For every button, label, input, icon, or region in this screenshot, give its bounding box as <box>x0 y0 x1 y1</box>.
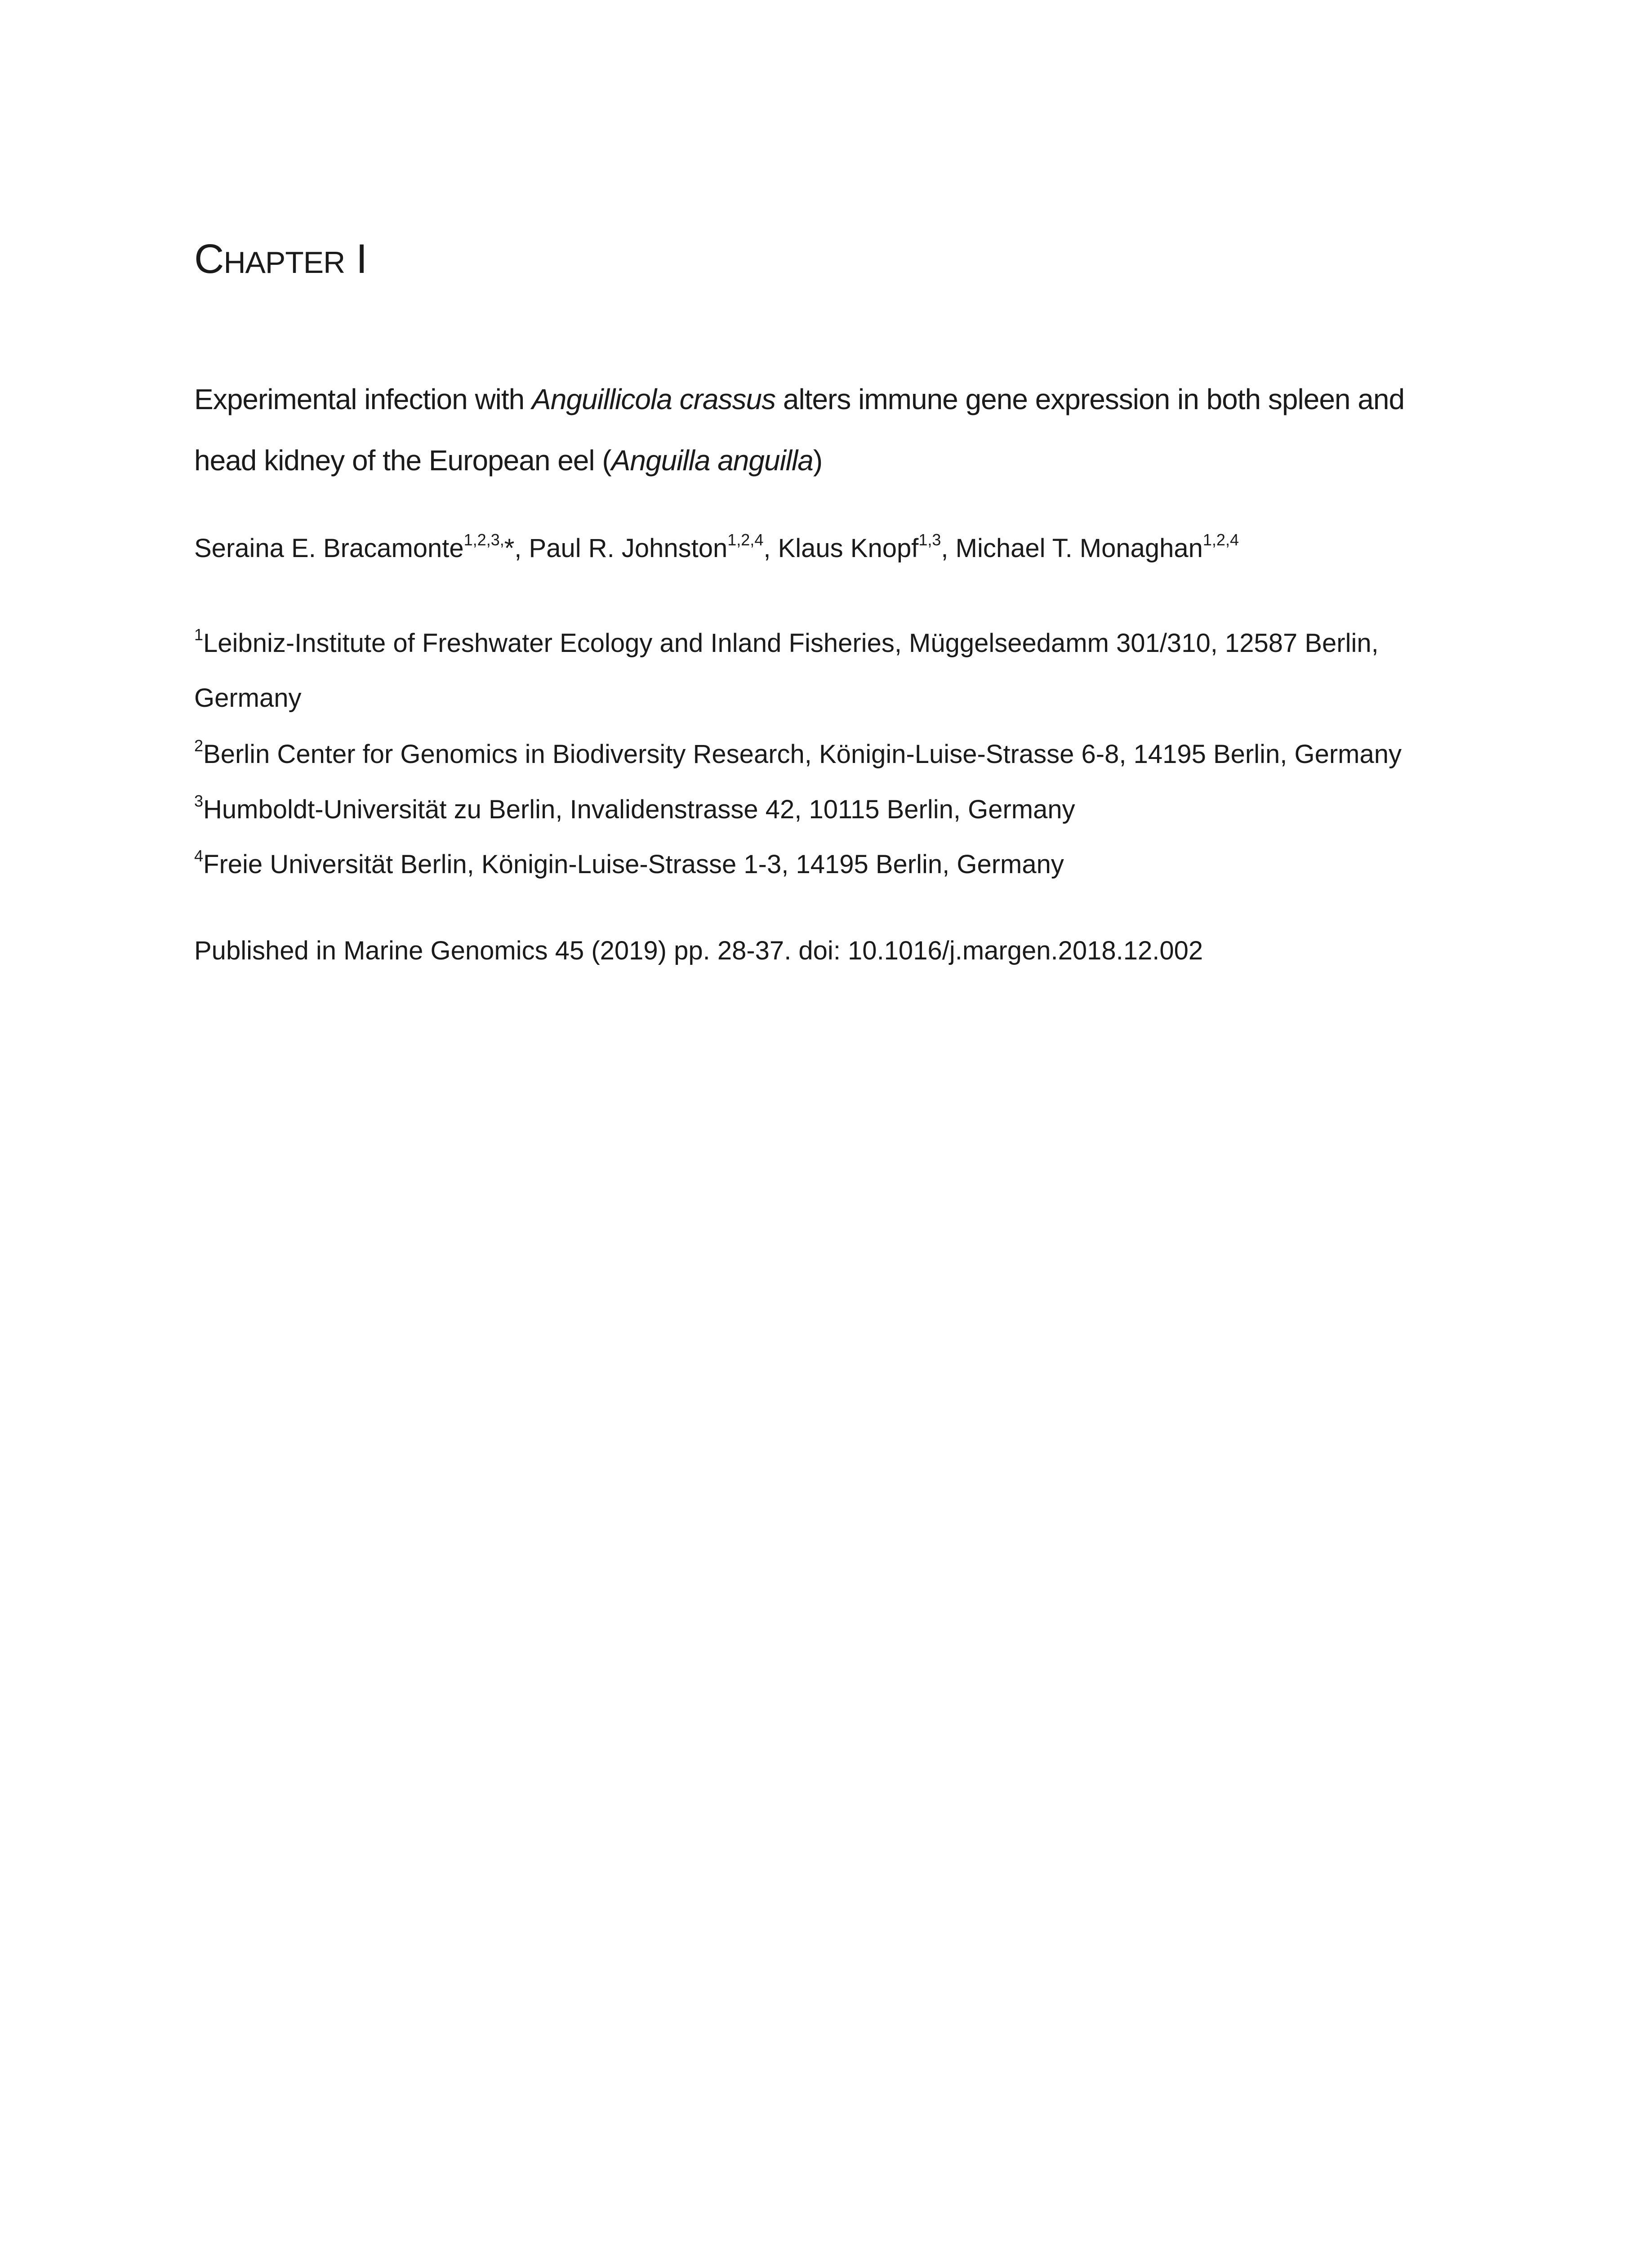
chapter-rest: HAPTER <box>223 245 345 280</box>
author-list <box>194 533 1239 564</box>
paper-title <box>194 369 1462 491</box>
title-text-3: ) <box>813 444 823 477</box>
publication-note: Published in Marine Genomics 45 (2019) pp. 28-37. doi: 10.1016/j.margen.2018.12.002 <box>194 936 1203 965</box>
affiliation-text: Humboldt-Universität zu Berlin, Invalidenstrasse 42, 10115 Berlin, Germany <box>203 795 1075 824</box>
author-name: Michael T. Monaghan <box>955 534 1203 563</box>
chapter-first-letter: C <box>194 236 224 282</box>
author-separator: , <box>941 534 956 563</box>
affiliation-text: Freie Universität Berlin, Königin-Luise-Strasse 1-3, 14195 Berlin, Germany <box>203 850 1064 879</box>
affiliation-number: 2 <box>194 736 204 755</box>
affiliation-3 <box>194 782 1466 837</box>
title-text-2: alters immune gene expression in both spleen and head kidney of the European eel ( <box>194 383 1405 477</box>
affiliation-text: Leibniz-Institute of Freshwater Ecology and Inland Fisheries, Müggelseedamm 301/310, 12587 Berlin, Germany <box>194 629 1379 713</box>
author-affiliation-sup: 1,3 <box>918 531 941 549</box>
chapter-numeral: I <box>356 236 367 282</box>
author-separator: *, <box>504 534 529 563</box>
author-affiliation-sup: 1,2,4 <box>727 531 764 549</box>
chapter-heading <box>194 238 367 280</box>
affiliation-4 <box>194 837 1466 892</box>
author-separator: , <box>763 534 778 563</box>
affiliation-text: Berlin Center for Genomics in Biodiversity Research, Königin-Luise-Strasse 6-8, 14195 Berlin, Germany <box>203 740 1402 769</box>
author-name: Klaus Knopf <box>778 534 919 563</box>
author-name: Paul R. Johnston <box>529 534 728 563</box>
affiliation-number: 3 <box>194 792 204 810</box>
title-text-1: Experimental infection with <box>194 383 532 415</box>
author-name: Seraina E. Bracamonte <box>194 534 464 563</box>
affiliation-number: 1 <box>194 625 204 644</box>
author-affiliation-sup: 1,2,3, <box>463 531 504 549</box>
author-affiliation-sup: 1,2,4 <box>1202 531 1239 549</box>
affiliation-number: 4 <box>194 847 204 865</box>
affiliation-2 <box>194 727 1466 782</box>
affiliation-1 <box>194 616 1466 726</box>
title-species-1: Anguillicola crassus <box>532 383 776 415</box>
title-species-2: Anguilla anguilla <box>611 444 813 477</box>
